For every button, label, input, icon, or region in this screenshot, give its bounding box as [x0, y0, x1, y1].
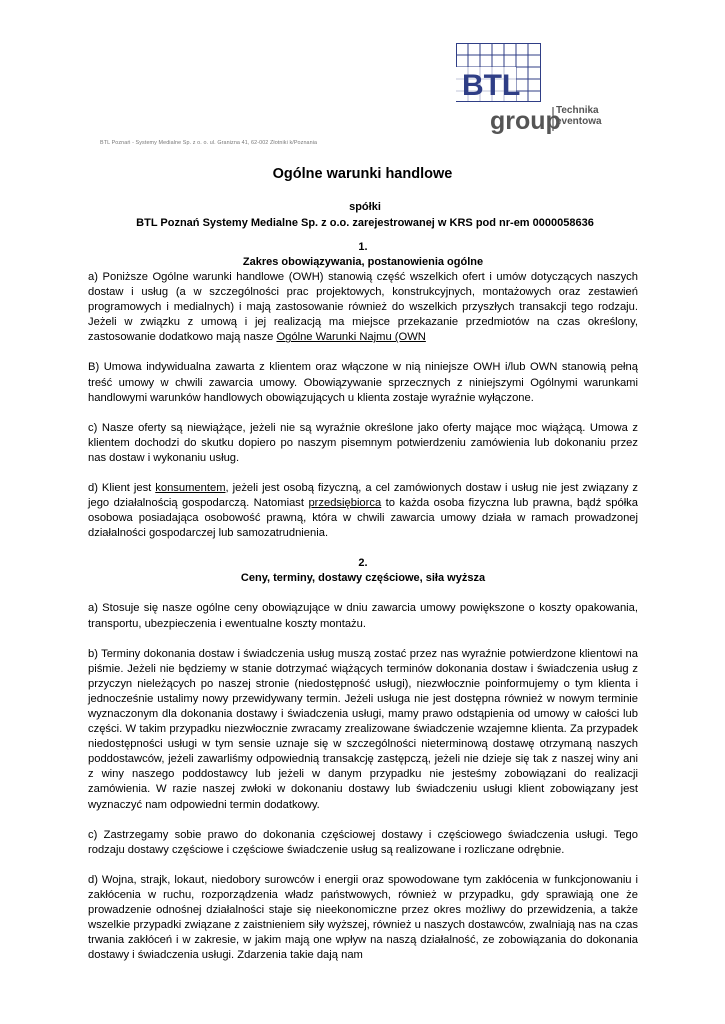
section-2-number: 2.: [358, 557, 368, 570]
document-title: Ogólne warunki handlowe: [272, 166, 453, 182]
section-1-paragraph-d-part1: d) Klient jest: [88, 482, 156, 495]
company-address-line: BTL Poznań - Systemy Medialne Sp. z o. o. ul. Granizna 41, 62-002 Złotniki k/Poznania: [100, 140, 318, 146]
section-1-paragraph-a-text: a) Poniższe Ogólne warunki handlowe (OWH) stanowią część wszelkich ofert i umów dotyczących naszych dostaw i usług (a w szczególności prac projektowych, konstrukcyjnych, montażowych oraz zestawień programowych i medialnych) i mają zastosowanie również do wszelkich przyszłych transakcji tego rodzaju. Jeżeli w związku z umową i jej realizacją ma miejsce przekazanie przedmiotów na czas określony, zastosowanie dodatkowo mają nasze: [88, 271, 638, 344]
logo-btl-letters: BTL: [462, 69, 521, 102]
section-1-header: [88, 240, 638, 270]
company-block: [100, 199, 630, 231]
company-line-2: BTL Poznań Systemy Medialne Sp. z o.o. zarejestrowanej w KRS pod nr-em 0000058636: [136, 217, 594, 229]
section-1-paragraph-d-part2: , jeżeli jest osobą fizyczną, a cel zamówionych dostaw i usług nie jest związany z jego działalnością gospodarczą. Natomiast: [88, 482, 638, 510]
konsument-link[interactable]: konsumentem: [155, 482, 226, 495]
section-1-paragraph-d-part3: to każda osoba fizyczna lub prawna, bądź spółka osobowa posiadająca osobowość prawną, która w chwili zawarcia umowy działa w ramach prowadzonej działalności gospodarczej lub samozatrudnienia.: [88, 497, 638, 540]
section-2-header: [88, 556, 638, 586]
section-1-paragraph-b: B) Umowa indywidualna zawarta z klientem oraz włączone w nią niniejsze OWH i/lub OWN stanowią pełną treść umowy w chwili zawarcia umowy. Obowiązywanie sprzecznych z niniejszymi Ogólnymi warunkami handlowymi warunków handlowych obowiązujących u klienta zostaje wyraźnie wyłączone.: [88, 361, 638, 404]
company-line-1: spółki: [349, 201, 381, 213]
section-1-paragraph-c: c) Nasze oferty są niewiążące, jeżeli nie są wyraźnie określone jako oferty mające moc wiążącą. Umowa z klientem dochodzi do skutku dopiero po naszym pisemnym potwierdzeniu zamówienia lub dokonaniu przez nas dostaw i wykonaniu usług.: [88, 421, 638, 464]
section-1-number: 1.: [358, 241, 368, 253]
section-2-paragraph-a: a) Stosuje się nasze ogólne ceny obowiązujące w dniu zawarcia umowy powiększone o koszty opakowania, transportu, ubezpieczenia i ewentualne koszty montażu.: [88, 602, 638, 630]
document-body: [88, 240, 638, 963]
section-1-paragraph-a: [88, 270, 638, 345]
section-2-paragraph-d: d) Wojna, strajk, lokaut, niedobory surowców i energii oraz spowodowane tym zakłócenia w funkcjonowaniu i zakłócenia w ruchu, rozporządzenia władz państwowych, również w przypadku, gdy sprawiają one że prowadzenie odnośnej działalności staje się nieekonomiczne przez okres możliwy do przewidzenia, a także wszelkie przypadki związane z zaistnieniem siły wyższej, również u naszych dostawców, zwalniają nas na czas trwania zakłóceń i w zakresie, w jakim mają one wpływ na naszą działalność, ze zobowiązania do dokonania dostawy i świadczenia usługi. Zdarzenia takie dają nam: [88, 873, 638, 962]
section-2-heading: Ceny, terminy, dostawy częściowe, siła wyższa: [240, 572, 486, 585]
own-link[interactable]: Ogólne Warunki Najmu (OWN: [276, 331, 426, 344]
logo-tagline-line2: eventowa: [556, 116, 602, 127]
section-2-paragraph-b: b) Terminy dokonania dostaw i świadczenia usług muszą zostać przez nas wyraźnie potwierdzone klientowi na piśmie. Jeżeli nie będziemy w stanie dotrzymać wiążących terminów dokonania dostaw i świadczenia usług z przyczyn nieleżących po naszej stronie (niedostępność usługi), niezwłocznie poinformujemy o tym klienta i jednocześnie ustalimy nowy przewidywany termin. Jeżeli usługa nie jest dostępna również w nowym terminie wyznaczonym dla dokonania dostawy i świadczenia usługi, mamy prawo odstąpienia od umowy w całości lub części. W takim przypadku niezwłocznie zwracamy zrealizowane świadczenie wzajemne klienta. Za przypadek niedostępności usługi w tym sensie uznaje się w szczególności nieterminową dostawę otrzymaną naszych poddostawców, jeżeli zawarliśmy odpowiednią transakcję zastępczą, jeżeli nie dzieje się tak z naszej winy ani z winy naszego poddostawcy lub jeżeli w danym przypadku nie jesteśmy zobowiązani do realizacji zamówienia. W razie naszej zwłoki w dokonaniu dostawy lub świadczeniu usługi klient zobowiązany jest wyznaczyć nam odpowiedni termin dodatkowy.: [88, 647, 638, 811]
logo-group-text: group: [490, 107, 561, 135]
logo-tagline: [556, 105, 602, 127]
section-2-paragraph-c: c) Zastrzegamy sobie prawo do dokonania częściowej dostawy i częściowego świadczenia usługi. Tego rodzaju dostawy częściowe i częściowe świadczenie usług są realizowane i rozliczane odrębnie.: [88, 828, 638, 856]
przedsiebiorca-link[interactable]: przedsiębiorca: [308, 497, 382, 510]
section-1-paragraph-d: [88, 481, 638, 541]
logo-tagline-line1: Technika: [556, 105, 599, 116]
section-1-heading: Zakres obowiązywania, postanowienia ogólne: [242, 256, 484, 268]
btl-group-logo: [456, 43, 606, 138]
